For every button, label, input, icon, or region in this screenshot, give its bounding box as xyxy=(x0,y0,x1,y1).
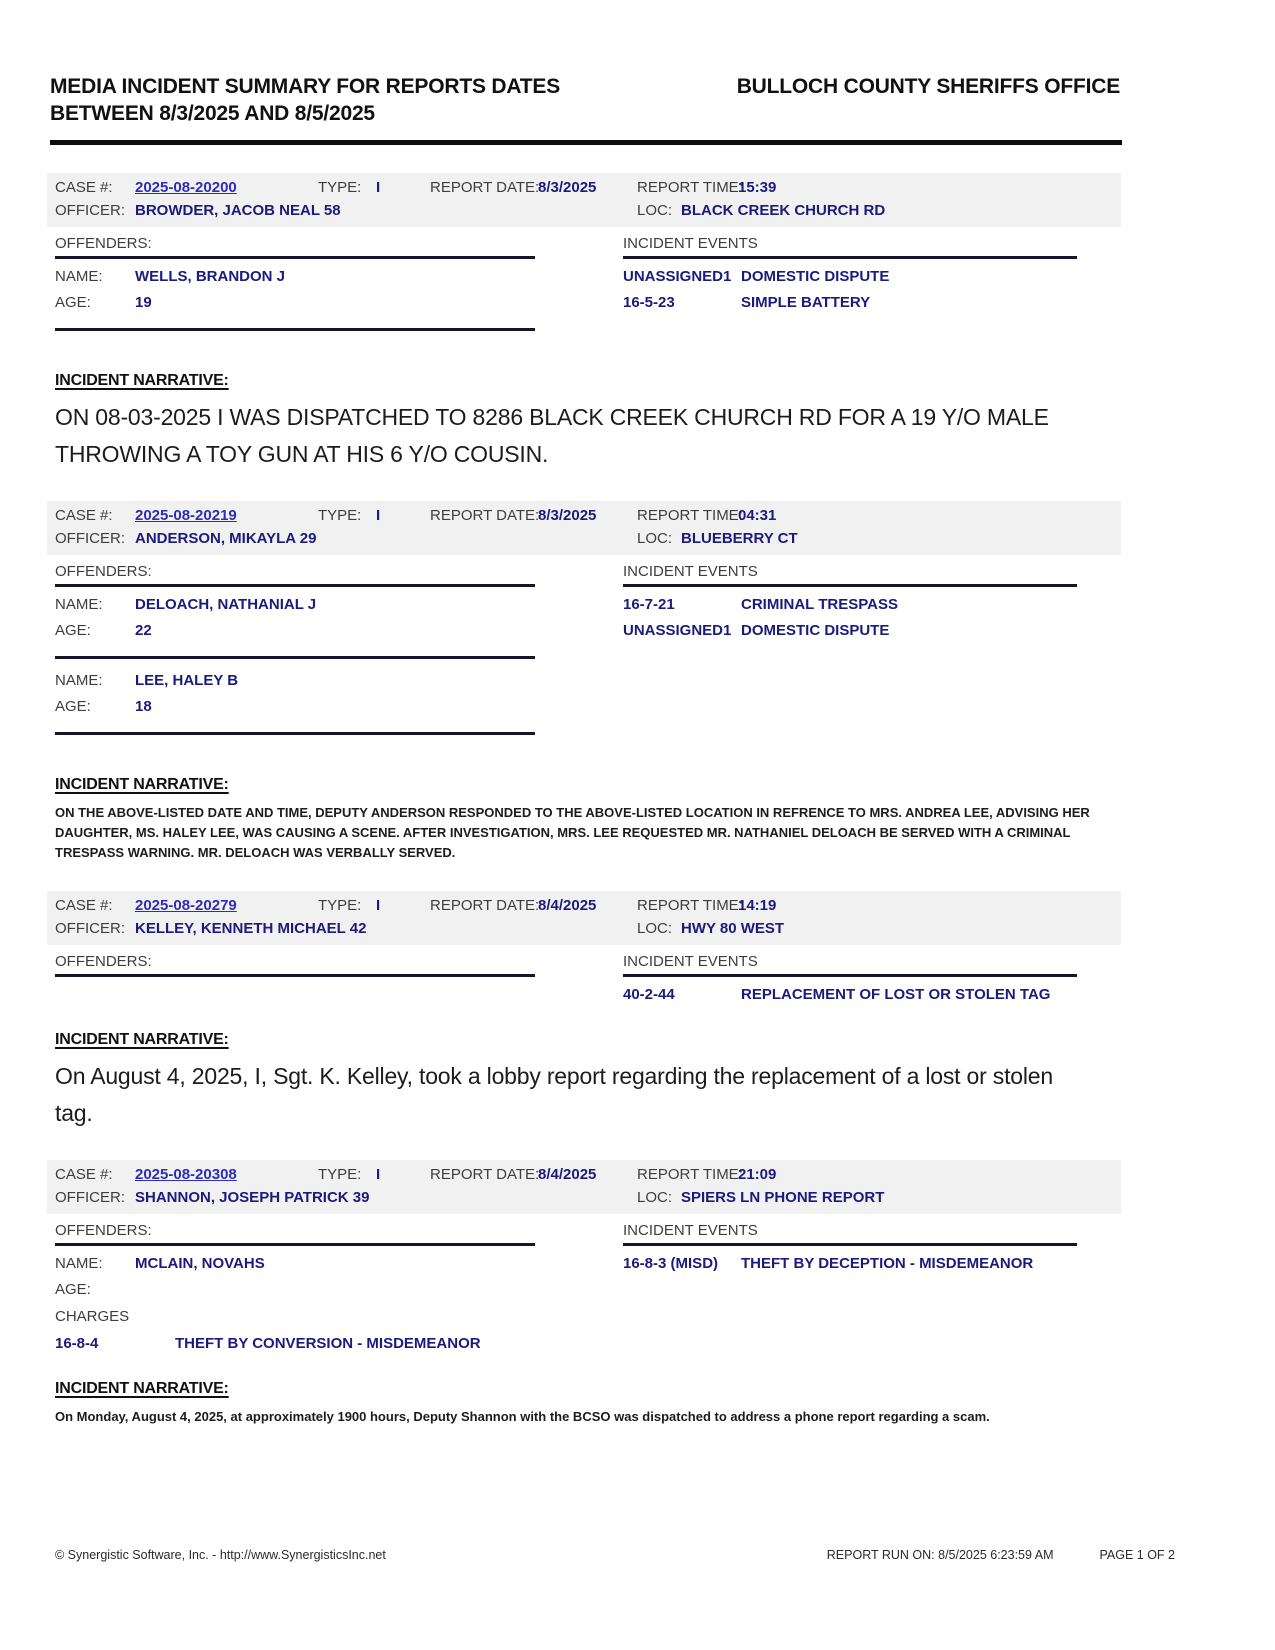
events-list xyxy=(623,268,1077,311)
offender-age-label: AGE: xyxy=(55,294,91,311)
report-header xyxy=(0,0,1275,127)
footer-copyright: © Synergistic Software, Inc. - http://www.SynergisticsInc.net xyxy=(55,1548,386,1562)
loc-value: SPIERS LN PHONE REPORT xyxy=(681,1189,885,1206)
case-header-row1 xyxy=(47,895,1121,918)
case-columns xyxy=(55,235,1077,344)
case-header-band xyxy=(47,173,1121,227)
incident-event-row xyxy=(623,1255,1077,1272)
events-column xyxy=(623,235,1077,311)
event-code: 16-7-21 xyxy=(623,596,675,613)
incident-event-row xyxy=(623,268,1077,285)
type-label: TYPE: xyxy=(318,507,362,524)
report-time-label: REPORT TIME: xyxy=(637,1166,743,1183)
offenders-column xyxy=(55,235,535,344)
incident-narrative-text: On August 4, 2025, I, Sgt. K. Kelley, took a lobby report regarding the replacement of a lost or stolen tag. xyxy=(55,1063,1053,1126)
officer-label: OFFICER: xyxy=(55,1189,125,1206)
report-title-line2: BETWEEN 8/3/2025 AND 8/5/2025 xyxy=(50,102,375,125)
event-description: CRIMINAL TRESPASS xyxy=(741,596,898,613)
incident-narrative-heading: INCIDENT NARRATIVE: xyxy=(55,776,229,793)
footer-page-number: PAGE 1 OF 2 xyxy=(1099,1548,1175,1562)
offender-record xyxy=(55,672,535,735)
incident-narrative xyxy=(55,372,1275,473)
offenders-header: OFFENDERS: xyxy=(55,563,535,587)
charges-label: CHARGES xyxy=(55,1308,130,1325)
event-code: UNASSIGNED1 xyxy=(623,268,732,285)
offenders-column xyxy=(55,1222,535,1352)
case-header-row1 xyxy=(47,505,1121,528)
incident-narrative-text: On Monday, August 4, 2025, at approximately 1900 hours, Deputy Shannon with the BCSO was dispatched to address a phone report regarding a scam. xyxy=(55,1409,990,1424)
offenders-header: OFFENDERS: xyxy=(55,1222,535,1246)
report-time-value: 14:19 xyxy=(738,897,777,914)
case-header-row2 xyxy=(47,200,1121,223)
report-date-label: REPORT DATE: xyxy=(430,897,540,914)
incident-events-header: INCIDENT EVENTS xyxy=(623,235,1077,259)
incident-event-row xyxy=(623,986,1077,1003)
offenders-list xyxy=(55,268,535,331)
incident-narrative-heading: INCIDENT NARRATIVE: xyxy=(55,1031,229,1048)
report-time-label: REPORT TIME: xyxy=(637,179,743,196)
incident-narrative xyxy=(55,1380,1275,1427)
loc-label: LOC: xyxy=(637,530,673,547)
offender-age-value: 19 xyxy=(135,294,152,311)
offender-divider xyxy=(55,732,535,735)
case-number-link[interactable]: 2025-08-20308 xyxy=(135,1166,237,1183)
offender-name-value: MCLAIN, NOVAHS xyxy=(135,1255,265,1272)
event-description: DOMESTIC DISPUTE xyxy=(741,622,890,639)
offenders-column xyxy=(55,953,535,977)
offender-record xyxy=(55,268,535,331)
case-header-band xyxy=(47,501,1121,555)
type-value: I xyxy=(376,179,381,196)
offenders-header: OFFENDERS: xyxy=(55,953,535,977)
incident-events-header: INCIDENT EVENTS xyxy=(623,563,1077,587)
events-column xyxy=(623,563,1077,639)
event-description: THEFT BY DECEPTION - MISDEMEANOR xyxy=(741,1255,1034,1272)
incident-narrative-heading: INCIDENT NARRATIVE: xyxy=(55,1380,229,1397)
event-description: SIMPLE BATTERY xyxy=(741,294,871,311)
report-date-value: 8/3/2025 xyxy=(538,179,597,196)
report-date-label: REPORT DATE: xyxy=(430,1166,540,1183)
offenders-list xyxy=(55,1255,535,1352)
officer-label: OFFICER: xyxy=(55,920,125,937)
type-value: I xyxy=(376,1166,381,1183)
offender-divider xyxy=(55,656,535,659)
offenders-list xyxy=(55,596,535,735)
officer-value: SHANNON, JOSEPH PATRICK 39 xyxy=(135,1189,370,1206)
report-time-value: 15:39 xyxy=(738,179,777,196)
type-label: TYPE: xyxy=(318,897,362,914)
report-date-label: REPORT DATE: xyxy=(430,507,540,524)
charge-code: 16-8-4 xyxy=(55,1335,99,1352)
incident-events-header: INCIDENT EVENTS xyxy=(623,953,1077,977)
offender-age-value: 18 xyxy=(135,698,152,715)
case-number-link[interactable]: 2025-08-20279 xyxy=(135,897,237,914)
loc-value: BLUEBERRY CT xyxy=(681,530,798,547)
offender-name-label: NAME: xyxy=(55,596,103,613)
events-list xyxy=(623,596,1077,639)
case-columns xyxy=(55,953,1077,1003)
events-list xyxy=(623,986,1077,1003)
offender-record xyxy=(55,1255,535,1352)
incident-narrative xyxy=(55,776,1275,863)
report-time-label: REPORT TIME: xyxy=(637,897,743,914)
incident-events-header: INCIDENT EVENTS xyxy=(623,1222,1077,1246)
case-number-label: CASE #: xyxy=(55,179,113,196)
type-value: I xyxy=(376,507,381,524)
report-time-label: REPORT TIME: xyxy=(637,507,743,524)
offender-age-label: AGE: xyxy=(55,622,91,639)
report-title xyxy=(50,73,560,127)
case-header-row2 xyxy=(47,528,1121,551)
incident-narrative xyxy=(55,1031,1275,1132)
incident-event-row xyxy=(623,294,1077,311)
report-date-value: 8/4/2025 xyxy=(538,1166,597,1183)
offender-name-label: NAME: xyxy=(55,672,103,689)
officer-label: OFFICER: xyxy=(55,202,125,219)
report-title-line1: MEDIA INCIDENT SUMMARY FOR REPORTS DATES xyxy=(50,75,561,98)
event-description: REPLACEMENT OF LOST OR STOLEN TAG xyxy=(741,986,1051,1003)
cases-container xyxy=(0,173,1275,1427)
incident-event-row xyxy=(623,596,1077,613)
case-header-band xyxy=(47,891,1121,945)
offender-name-value: WELLS, BRANDON J xyxy=(135,268,285,285)
case-block xyxy=(0,173,1275,473)
case-block xyxy=(0,501,1275,863)
offenders-header: OFFENDERS: xyxy=(55,235,535,259)
offender-name-value: DELOACH, NATHANIAL J xyxy=(135,596,317,613)
event-code: 16-8-3 (MISD) xyxy=(623,1255,719,1272)
offender-record xyxy=(55,596,535,659)
case-header-row2 xyxy=(47,1187,1121,1210)
offenders-column xyxy=(55,563,535,748)
incident-event-row xyxy=(623,622,1077,639)
footer-right xyxy=(827,1548,1175,1562)
offender-divider xyxy=(55,328,535,331)
events-list xyxy=(623,1255,1077,1272)
event-description: DOMESTIC DISPUTE xyxy=(741,268,890,285)
case-number-link[interactable]: 2025-08-20200 xyxy=(135,179,237,196)
report-time-value: 21:09 xyxy=(738,1166,777,1183)
type-label: TYPE: xyxy=(318,179,362,196)
events-column xyxy=(623,953,1077,1003)
case-header-row1 xyxy=(47,177,1121,200)
offender-name-label: NAME: xyxy=(55,268,103,285)
case-number-label: CASE #: xyxy=(55,507,113,524)
incident-narrative-heading: INCIDENT NARRATIVE: xyxy=(55,372,229,389)
case-block xyxy=(0,1160,1275,1427)
case-columns xyxy=(55,1222,1077,1352)
loc-value: HWY 80 WEST xyxy=(681,920,785,937)
offender-age-value: 22 xyxy=(135,622,152,639)
charge-description: THEFT BY CONVERSION - MISDEMEANOR xyxy=(175,1335,481,1352)
header-rule xyxy=(50,140,1122,145)
report-date-value: 8/4/2025 xyxy=(538,897,597,914)
case-columns xyxy=(55,563,1077,748)
offender-age-label: AGE: xyxy=(55,698,91,715)
page-footer xyxy=(55,1548,1175,1562)
report-date-label: REPORT DATE: xyxy=(430,179,540,196)
loc-label: LOC: xyxy=(637,1189,673,1206)
officer-value: ANDERSON, MIKAYLA 29 xyxy=(135,530,317,547)
case-number-label: CASE #: xyxy=(55,1166,113,1183)
case-header-band xyxy=(47,1160,1121,1214)
officer-value: KELLEY, KENNETH MICHAEL 42 xyxy=(135,920,367,937)
offender-name-value: LEE, HALEY B xyxy=(135,672,239,689)
case-header-row2 xyxy=(47,918,1121,941)
event-code: 16-5-23 xyxy=(623,294,675,311)
case-number-link[interactable]: 2025-08-20219 xyxy=(135,507,237,524)
offender-name-label: NAME: xyxy=(55,1255,103,1272)
loc-label: LOC: xyxy=(637,202,673,219)
officer-label: OFFICER: xyxy=(55,530,125,547)
case-number-label: CASE #: xyxy=(55,897,113,914)
incident-narrative-text: ON THE ABOVE-LISTED DATE AND TIME, DEPUTY ANDERSON RESPONDED TO THE ABOVE-LISTED LOCATION IN REFRENCE TO MRS. ANDREA LEE, ADVISING HER DAUGHTER, MS. HALEY LEE, WAS CAUSING A SCENE. AFTER INVESTIGATION, MRS. LEE REQUESTED MR. NATHANIEL DELOACH BE SERVED WITH A CRIMINAL TRESPASS WARNING. MR. DELOACH WAS VERBALLY SERVED. xyxy=(55,805,1090,860)
case-block xyxy=(0,891,1275,1132)
report-time-value: 04:31 xyxy=(738,507,777,524)
offender-age-label: AGE: xyxy=(55,1281,91,1298)
loc-value: BLACK CREEK CHURCH RD xyxy=(681,202,886,219)
event-code: 40-2-44 xyxy=(623,986,675,1003)
loc-label: LOC: xyxy=(637,920,673,937)
footer-report-run: REPORT RUN ON: 8/5/2025 6:23:59 AM xyxy=(826,1548,1054,1562)
incident-narrative-text: ON 08-03-2025 I WAS DISPATCHED TO 8286 BLACK CREEK CHURCH RD FOR A 19 Y/O MALE THROWING A TOY GUN AT HIS 6 Y/O COUSIN. xyxy=(55,404,1049,467)
event-code: UNASSIGNED1 xyxy=(623,622,732,639)
events-column xyxy=(623,1222,1077,1272)
charge-row xyxy=(55,1335,535,1352)
report-date-value: 8/3/2025 xyxy=(538,507,597,524)
officer-value: BROWDER, JACOB NEAL 58 xyxy=(135,202,341,219)
agency-name: BULLOCH COUNTY SHERIFFS OFFICE xyxy=(736,75,1120,98)
case-header-row1 xyxy=(47,1164,1121,1187)
type-label: TYPE: xyxy=(318,1166,362,1183)
type-value: I xyxy=(376,897,381,914)
